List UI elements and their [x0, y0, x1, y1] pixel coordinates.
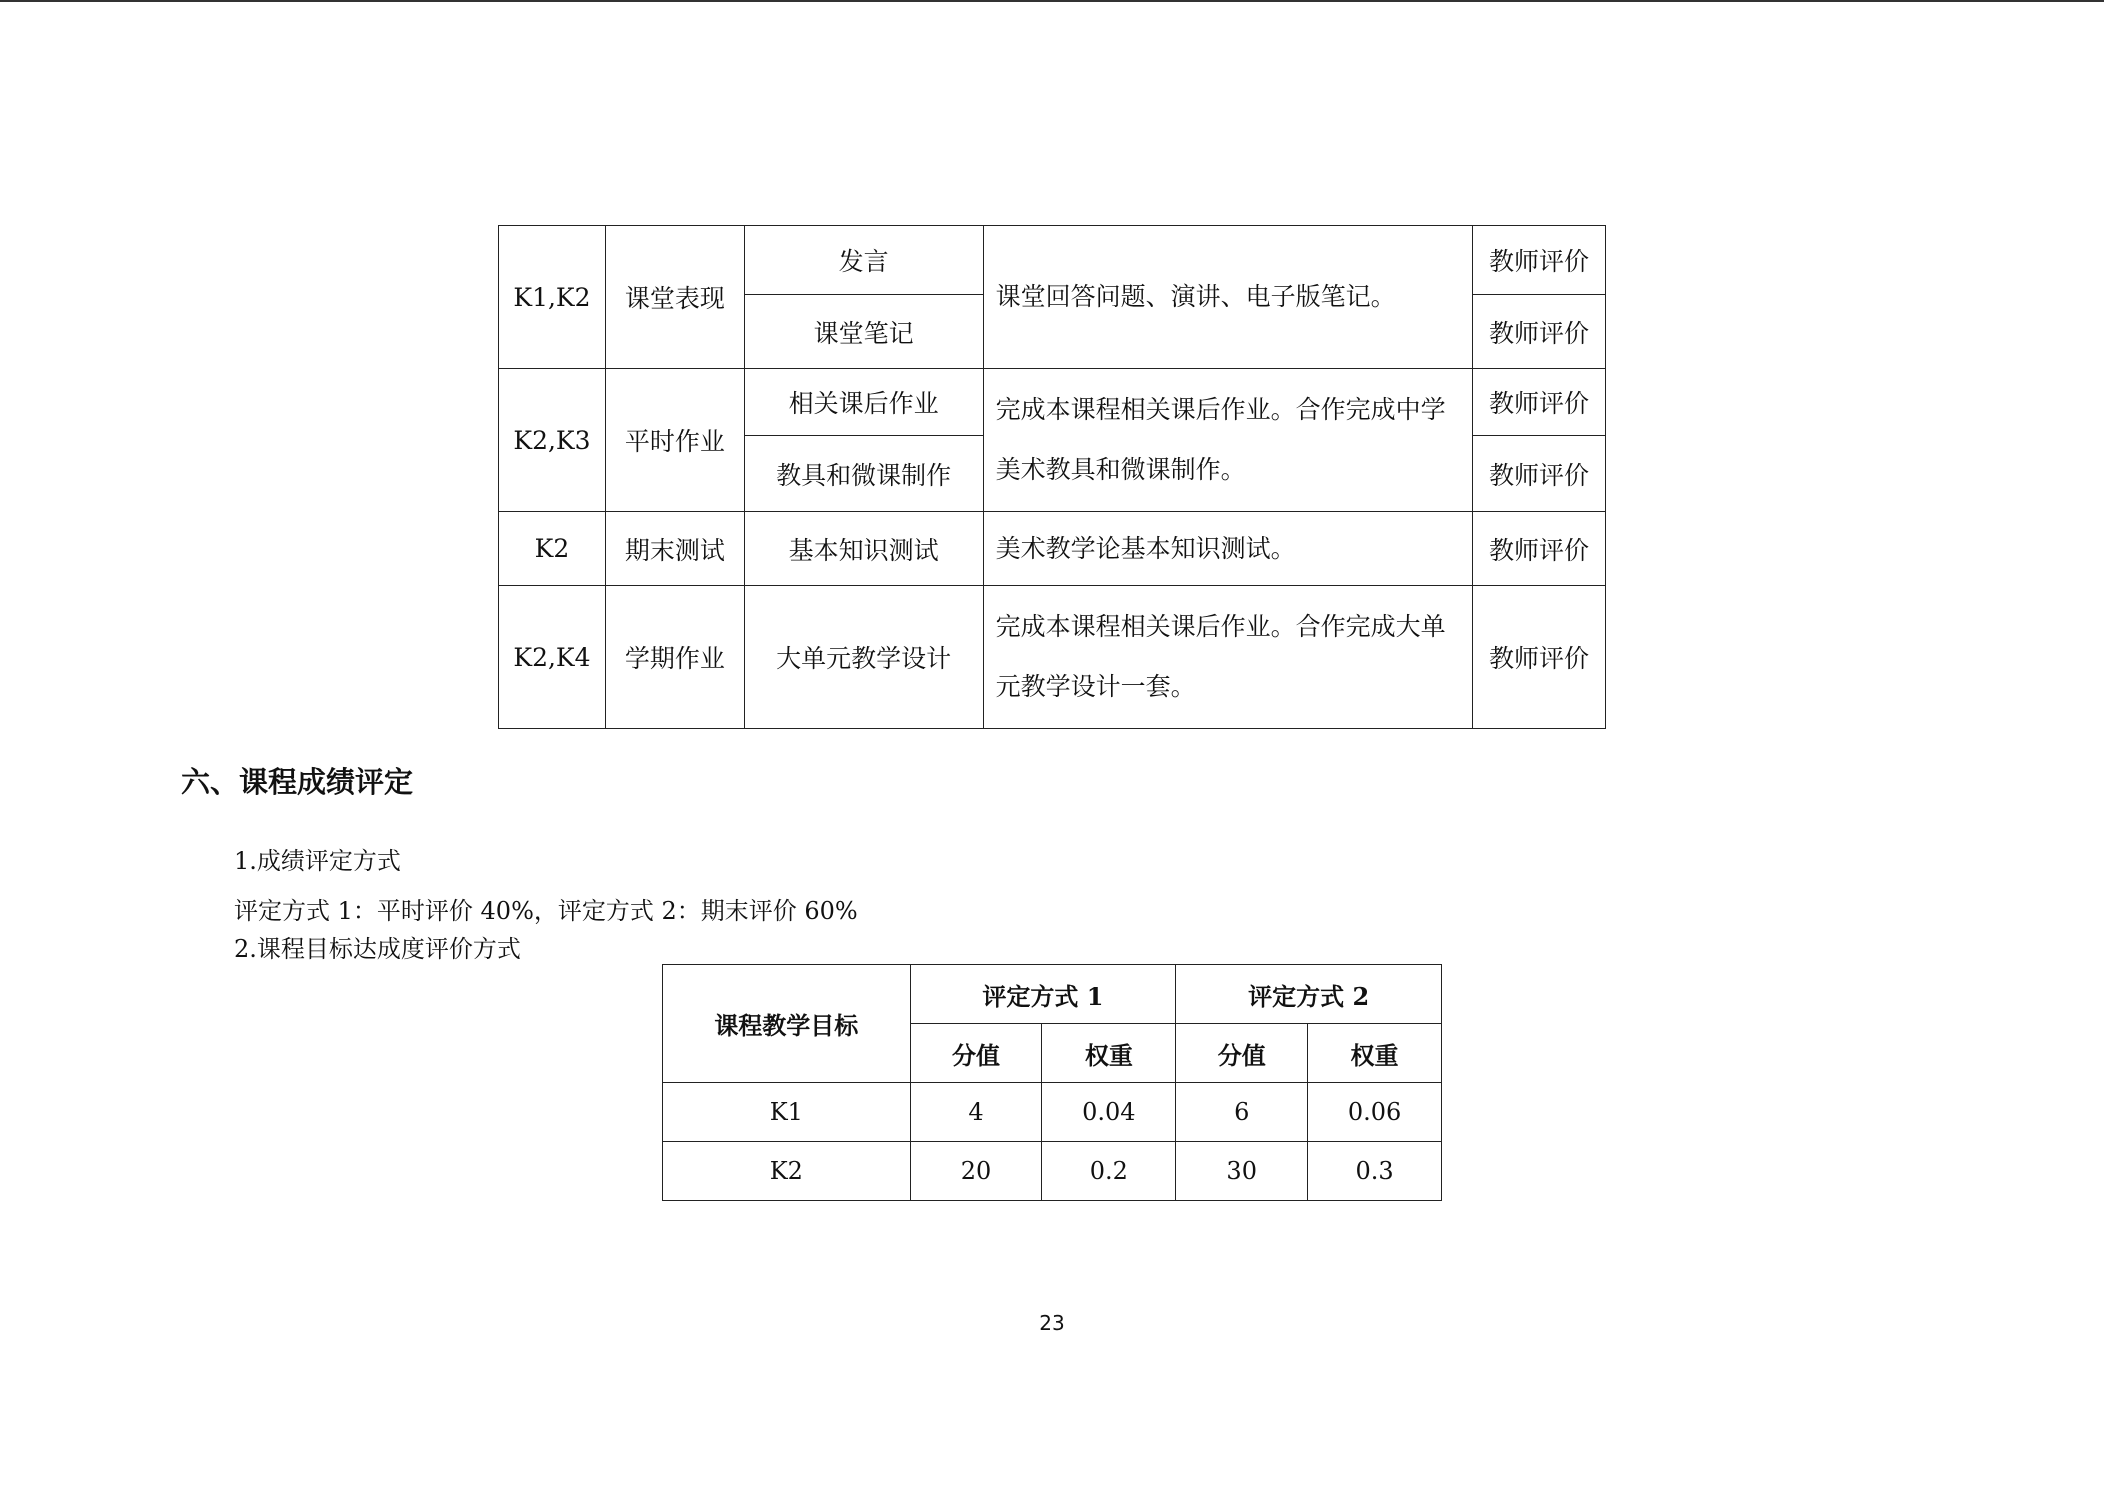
score-cell: 4	[910, 1083, 1042, 1142]
goal-cell: K2	[499, 512, 606, 586]
header-method-2: 评定方式 2	[1176, 965, 1442, 1024]
evaluator-cell: 教师评价	[1473, 512, 1606, 586]
goal-cell: K1,K2	[499, 226, 606, 369]
evaluator-cell: 教师评价	[1473, 586, 1606, 729]
table-row	[663, 1083, 1442, 1142]
page-number: 23	[1039, 1311, 1065, 1335]
table-row	[499, 369, 1606, 436]
header-score: 分值	[910, 1024, 1042, 1083]
weight-cell: 0.3	[1308, 1142, 1442, 1201]
header-score: 分值	[1176, 1024, 1308, 1083]
category-cell: 平时作业	[605, 369, 744, 512]
goal-cell: K2	[663, 1142, 911, 1201]
category-cell: 学期作业	[605, 586, 744, 729]
description-cell: 美术教学论基本知识测试。	[983, 512, 1473, 586]
header-goal: 课程教学目标	[663, 965, 911, 1083]
description-cell: 完成本课程相关课后作业。合作完成大单元教学设计一套。	[983, 586, 1473, 729]
evaluator-cell: 教师评价	[1473, 226, 1606, 295]
score-cell: 30	[1176, 1142, 1308, 1201]
subsection-title-grading-method: 1.成绩评定方式	[234, 847, 401, 875]
page-top-border	[0, 0, 2104, 2]
evaluator-cell: 教师评价	[1473, 369, 1606, 436]
item-cell: 大单元教学设计	[744, 586, 983, 729]
goal-evaluation-table	[662, 964, 1442, 1201]
evaluator-cell: 教师评价	[1473, 295, 1606, 369]
item-cell: 教具和微课制作	[744, 436, 983, 512]
assessment-table	[498, 225, 1606, 729]
weight-cell: 0.04	[1042, 1083, 1176, 1142]
item-cell: 课堂笔记	[744, 295, 983, 369]
table-row	[663, 1142, 1442, 1201]
header-method-1: 评定方式 1	[910, 965, 1176, 1024]
description-cell: 完成本课程相关课后作业。合作完成中学美术教具和微课制作。	[983, 369, 1473, 512]
table-row	[499, 586, 1606, 729]
score-cell: 6	[1176, 1083, 1308, 1142]
item-cell: 基本知识测试	[744, 512, 983, 586]
header-weight: 权重	[1308, 1024, 1442, 1083]
evaluator-cell: 教师评价	[1473, 436, 1606, 512]
grading-method-text: 评定方式 1：平时评价 40%，评定方式 2：期末评价 60%	[234, 897, 858, 925]
header-weight: 权重	[1042, 1024, 1176, 1083]
category-cell: 期末测试	[605, 512, 744, 586]
table-row	[499, 512, 1606, 586]
section-heading: 六、课程成绩评定	[181, 765, 414, 799]
description-cell: 课堂回答问题、演讲、电子版笔记。	[983, 226, 1473, 369]
item-cell: 发言	[744, 226, 983, 295]
weight-cell: 0.06	[1308, 1083, 1442, 1142]
weight-cell: 0.2	[1042, 1142, 1176, 1201]
category-cell: 课堂表现	[605, 226, 744, 369]
score-cell: 20	[910, 1142, 1042, 1201]
goal-cell: K2,K3	[499, 369, 606, 512]
subsection-title-goal-evaluation: 2.课程目标达成度评价方式	[234, 935, 521, 963]
table-row	[499, 226, 1606, 295]
item-cell: 相关课后作业	[744, 369, 983, 436]
table-header-row	[663, 965, 1442, 1024]
goal-cell: K1	[663, 1083, 911, 1142]
goal-cell: K2,K4	[499, 586, 606, 729]
